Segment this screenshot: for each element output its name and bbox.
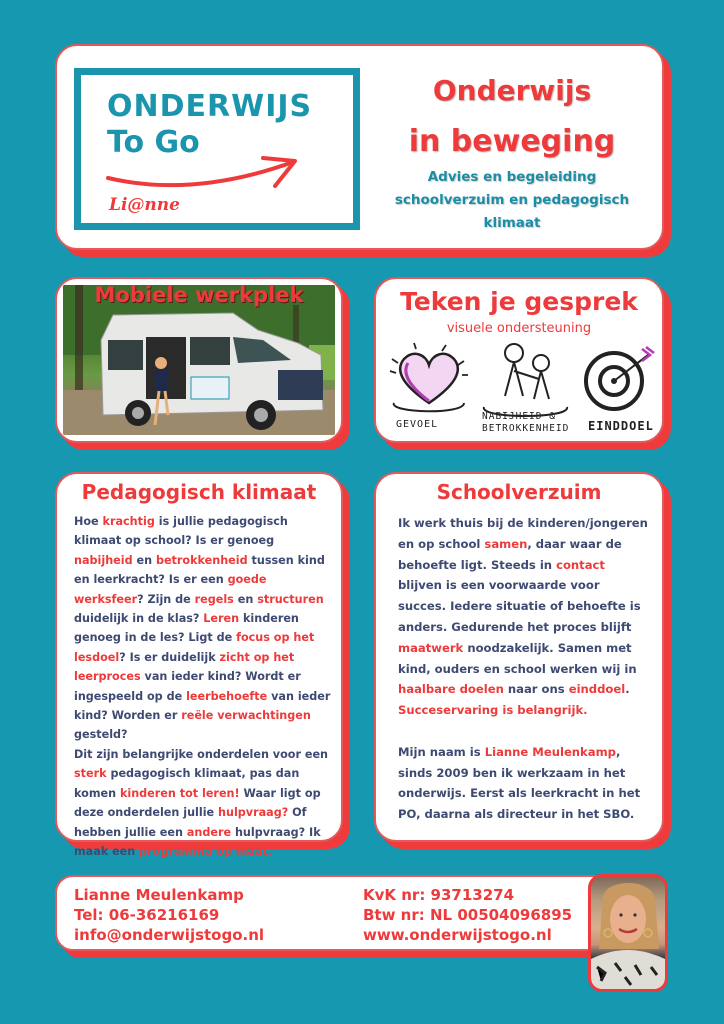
- highlight-text: Lianne Meulenkamp: [484, 744, 616, 759]
- highlight-text: Leren: [203, 612, 240, 626]
- kvk-number: KvK nr: 93713274: [363, 886, 515, 904]
- icon-label-nabijheid: NABIJHEID &: [482, 411, 556, 422]
- website-link[interactable]: www.onderwijstogo.nl: [363, 926, 552, 944]
- highlight-text: maatwerk: [398, 640, 464, 655]
- icon-label-gevoel: GEVOEL: [396, 419, 439, 430]
- highlight-text: programma op maat.: [139, 844, 273, 858]
- body-text: Hoe: [74, 515, 103, 528]
- highlight-text: focus op het lesdoel: [74, 631, 315, 664]
- highlight-text: leerbehoefte: [186, 689, 268, 703]
- logo-line2: To Go: [107, 125, 200, 160]
- body-text: Waar ligt op deze onderdelen jullie: [74, 786, 321, 820]
- van-illustration: [63, 285, 335, 435]
- pedagogical-climate-panel: [55, 472, 343, 858]
- icon-label-betrokkenheid: BETROKKENHEID: [482, 423, 570, 434]
- body-text: kinderen genoeg in de les? Ligt de: [74, 612, 299, 645]
- highlight-text: regels: [194, 592, 234, 606]
- body-text: tussen kind en leerkracht? Is er een: [74, 553, 325, 587]
- target-icon: [584, 341, 659, 421]
- highlight-text: hulpvraag?: [218, 806, 289, 820]
- visual-support-panel: [374, 277, 664, 443]
- pedagogisch-body: [74, 512, 331, 861]
- body-text: Of hebben jullie een: [74, 806, 307, 839]
- pedagogisch-heading: Pedagogisch klimaat: [81, 480, 317, 504]
- school-absence-panel: [374, 472, 664, 842]
- heart-icon: [384, 341, 474, 421]
- highlight-text: betrokkenheid: [155, 553, 248, 567]
- body-text: Dit zijn belangrijke onderdelen voor een: [74, 747, 329, 761]
- highlight-text: samen: [484, 536, 528, 551]
- body-text: van ieder kind? Worden er: [74, 689, 331, 723]
- contact-email[interactable]: info@onderwijstogo.nl: [74, 926, 265, 944]
- header-subtitle-line1: Advies en begeleiding: [427, 169, 597, 185]
- schoolverzuim-paragraph-1: [398, 513, 650, 721]
- body-text: duidelijk in de klas?: [74, 612, 204, 626]
- body-text: naar ons: [503, 682, 569, 697]
- highlight-text: contact: [556, 557, 605, 572]
- portrait-photo: [588, 874, 668, 992]
- highlight-text: goede werksfeer: [74, 573, 267, 606]
- contact-right: [363, 885, 572, 945]
- body-text: gesteld?: [74, 728, 128, 742]
- body-text: en: [233, 592, 258, 606]
- highlight-text: krachtig: [102, 515, 155, 528]
- people-icon: [479, 341, 574, 421]
- header-title-line2: in beweging: [408, 124, 616, 159]
- logo-line1: ONDERWIJS: [107, 89, 313, 124]
- body-text: .: [625, 682, 630, 697]
- body-text: pedagogisch klimaat, pas dan komen: [74, 767, 300, 800]
- highlight-text: andere: [186, 825, 232, 839]
- contact-left: [74, 885, 264, 945]
- logo-signature: Li@nne: [109, 195, 180, 215]
- body-text: Mijn naam is: [398, 744, 485, 759]
- body-text: van ieder kind? Wordt er ingespeeld op de: [74, 670, 301, 703]
- header-panel: [55, 44, 664, 250]
- body-text: blijven is een voorwaarde voor succes. Iedere situatie of behoefte is anders. Gedurende het proces blijft: [398, 578, 641, 634]
- highlight-text: structuren: [257, 592, 324, 606]
- teken-title: Teken je gesprek: [400, 287, 638, 316]
- header-subtitle: [369, 166, 655, 235]
- schoolverzuim-paragraph-2: [398, 742, 650, 825]
- body-text: ? Is er duidelijk: [119, 650, 220, 664]
- mobile-workplace-panel: [55, 277, 343, 443]
- body-text: ? Zijn de: [137, 592, 195, 606]
- header-title-line1: Onderwijs: [432, 74, 592, 107]
- highlight-text: sterk: [74, 767, 107, 781]
- sketch-icons: [384, 341, 658, 439]
- body-text: noodzakelijk. Samen met kind, ouders en school werken wij in: [398, 640, 637, 676]
- schoolverzuim-body: [398, 513, 650, 825]
- icon-label-einddoel: EINDDOEL: [588, 419, 654, 433]
- header-subtitle-line3: klimaat: [483, 215, 541, 231]
- btw-number: Btw nr: NL 00504096895: [363, 906, 573, 924]
- contact-phone[interactable]: Tel: 06-36216169: [74, 906, 220, 924]
- highlight-text: nabijheid: [74, 553, 133, 567]
- arrow-icon: [103, 150, 303, 195]
- highlight-text: zicht op het leerproces: [74, 650, 295, 684]
- header-subtitle-line2: schoolverzuim en pedagogisch: [394, 192, 630, 208]
- body-text: Ik werk thuis bij de kinderen/jongeren en op school: [398, 516, 648, 551]
- contact-name: Lianne Meulenkamp: [74, 886, 244, 904]
- body-text: en: [132, 553, 156, 567]
- portrait-illustration: [591, 877, 665, 989]
- teken-subtitle: visuele ondersteuning: [446, 321, 592, 336]
- body-text: hulpvraag? Ik maak een: [74, 825, 321, 858]
- highlight-text: einddoel: [568, 682, 626, 697]
- highlight-text: Succeservaring is belangrijk.: [398, 703, 588, 718]
- highlight-text: haalbare doelen: [398, 682, 504, 697]
- body-text: , daar waar de behoefte ligt. Steeds in: [398, 536, 622, 572]
- highlight-text: kinderen tot leren!: [119, 786, 240, 800]
- highlight-text: reële verwachtingen: [181, 709, 311, 723]
- van-panel-title: Mobiele werkplek: [94, 283, 304, 307]
- contact-footer: [55, 875, 607, 951]
- schoolverzuim-heading: Schoolverzuim: [436, 480, 602, 504]
- body-text: , sinds 2009 ben ik werkzaam in het onderwijs. Eerst als leerkracht in het PO, daarna als directeur in het SBO.: [398, 744, 641, 822]
- van-photo: [63, 285, 335, 435]
- body-text: is jullie pedagogisch klimaat op school? Is er genoeg: [74, 515, 288, 548]
- logo: [74, 68, 360, 230]
